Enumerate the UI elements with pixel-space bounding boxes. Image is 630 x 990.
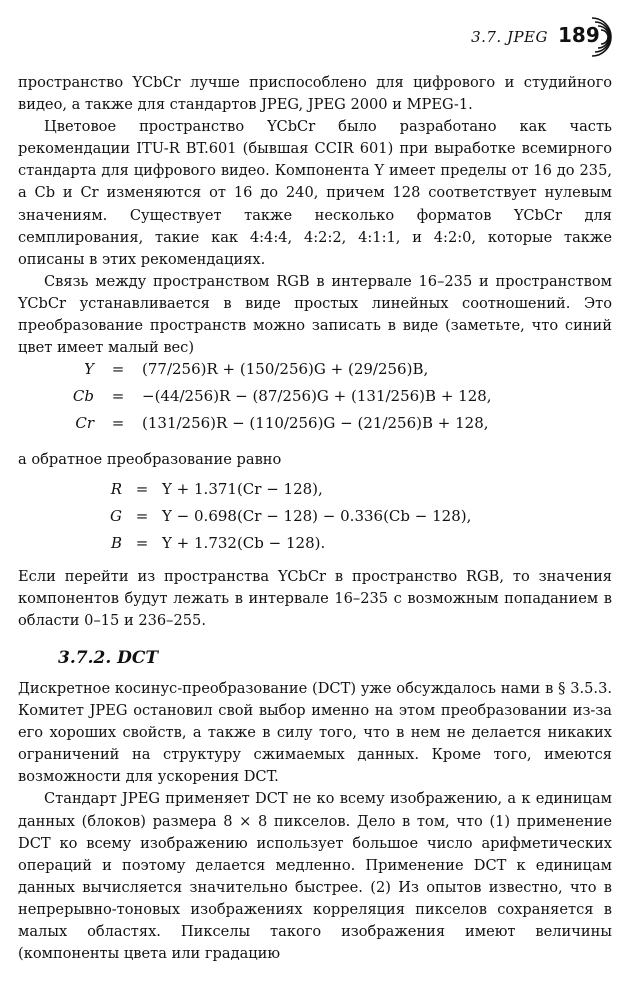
running-title: 3.7. JPEG (471, 28, 548, 46)
equation-lhs: Cr (75, 414, 94, 432)
equation-row (96, 480, 471, 507)
equation-rhs: (131/256)R − (110/256)G − (21/256)B + 128, (142, 414, 489, 432)
equation-lhs: Cb (72, 387, 94, 405)
page-number-badge (558, 14, 610, 60)
equals-sign: = (135, 507, 149, 525)
equation-block-ycbcr-to-rgb (96, 480, 471, 561)
equation-block-rgb-to-ycbcr (62, 360, 492, 441)
equation-row (96, 507, 471, 534)
page-number: 189 (558, 23, 600, 47)
equals-sign: = (111, 414, 125, 432)
equation-row (96, 534, 471, 561)
equation-lhs: B (110, 534, 122, 552)
equation-row (62, 387, 492, 414)
paragraph: Связь между пространством RGB в интервале 16–235 и пространством YCbCr устанавливается в виде простых линейных соотношений. Это преобразование пространств можно записать в виде (заметьте, что синий цвет имеет малый вес) (18, 272, 612, 357)
paragraph: Стандарт JPEG применяет DCT не ко всему изображению, а к единицам данных (блоков) размера 8 × 8 пикселов. Дело в том, что (1) применение DCT ко всему изображению использует большое число арифметических операций и поэтому делается медленно. Применение DCT к единицам данных вычисляется значительно быстрее. (2) Из опытов известно, что в непрерывно-тоновых изображениях корреляция пикселов сохраняется в малых областях. Пикселы такого изображения имеют величины (компоненты цвета или градацию (18, 790, 612, 963)
equals-sign: = (135, 534, 149, 552)
text-block-2 (18, 566, 612, 632)
equation-row (62, 360, 492, 387)
equation-rhs: (77/256)R + (150/256)G + (29/256)B, (142, 360, 429, 378)
paragraph: а обратное преобразование равно (18, 451, 282, 468)
text-block-3 (18, 678, 612, 965)
equation-lhs: Y (84, 360, 94, 378)
decorative-arcs-icon (572, 14, 612, 60)
running-head (471, 14, 610, 60)
equation-lhs: R (110, 480, 122, 498)
subsection-title: 3.7.2. DCT (58, 648, 159, 668)
paragraph: Если перейти из пространства YCbCr в пространство RGB, то значения компонентов будут лежать в интервале 16–235 с возможным попаданием в области 0–15 и 236–255. (18, 568, 612, 630)
equation-rhs: Y + 1.371(Cr − 128), (162, 480, 323, 498)
equation-rhs: −(44/256)R − (87/256)G + (131/256)B + 128, (142, 387, 492, 405)
equation-rhs: Y + 1.732(Cb − 128). (162, 534, 326, 552)
equation-row (62, 414, 492, 441)
paragraph: пространство YCbCr лучше приспособлено для цифрового и студийного видео, а также для стандартов JPEG, JPEG 2000 и MPEG-1. (18, 74, 612, 114)
equals-sign: = (111, 360, 125, 378)
text-block-1 (18, 72, 612, 359)
text-between (18, 449, 612, 471)
paragraph: Дискретное косинус-преобразование (DCT) уже обсуждалось нами в § 3.5.3. Комитет JPEG остановил свой выбор именно на этом преобразовании из-за его хороших свойств, а также в силу того, что в нем не делается никаких ограничений на структуру сжимаемых данных. Кроме того, имеются возможности для ускорения DCT. (18, 680, 612, 786)
equals-sign: = (135, 480, 149, 498)
equation-lhs: G (110, 507, 122, 525)
paragraph: Цветовое пространство YCbCr было разработано как часть рекомендации ITU-R BT.601 (бывшая CCIR 601) при выработке всемирного стандарта для цифрового видео. Компонента Y имеет пределы от 16 до 235, а Cb и Cr изменяются от 16 до 240, причем 128 соответствует нулевым значениям. Существует также несколько форматов YCbCr для семплирования, такие как 4:4:4, 4:2:2, 4:1:1, и 4:2:0, которые также описаны в этих рекомендациях. (18, 118, 612, 268)
equation-rhs: Y − 0.698(Cr − 128) − 0.336(Cb − 128), (162, 507, 472, 525)
equals-sign: = (111, 387, 125, 405)
